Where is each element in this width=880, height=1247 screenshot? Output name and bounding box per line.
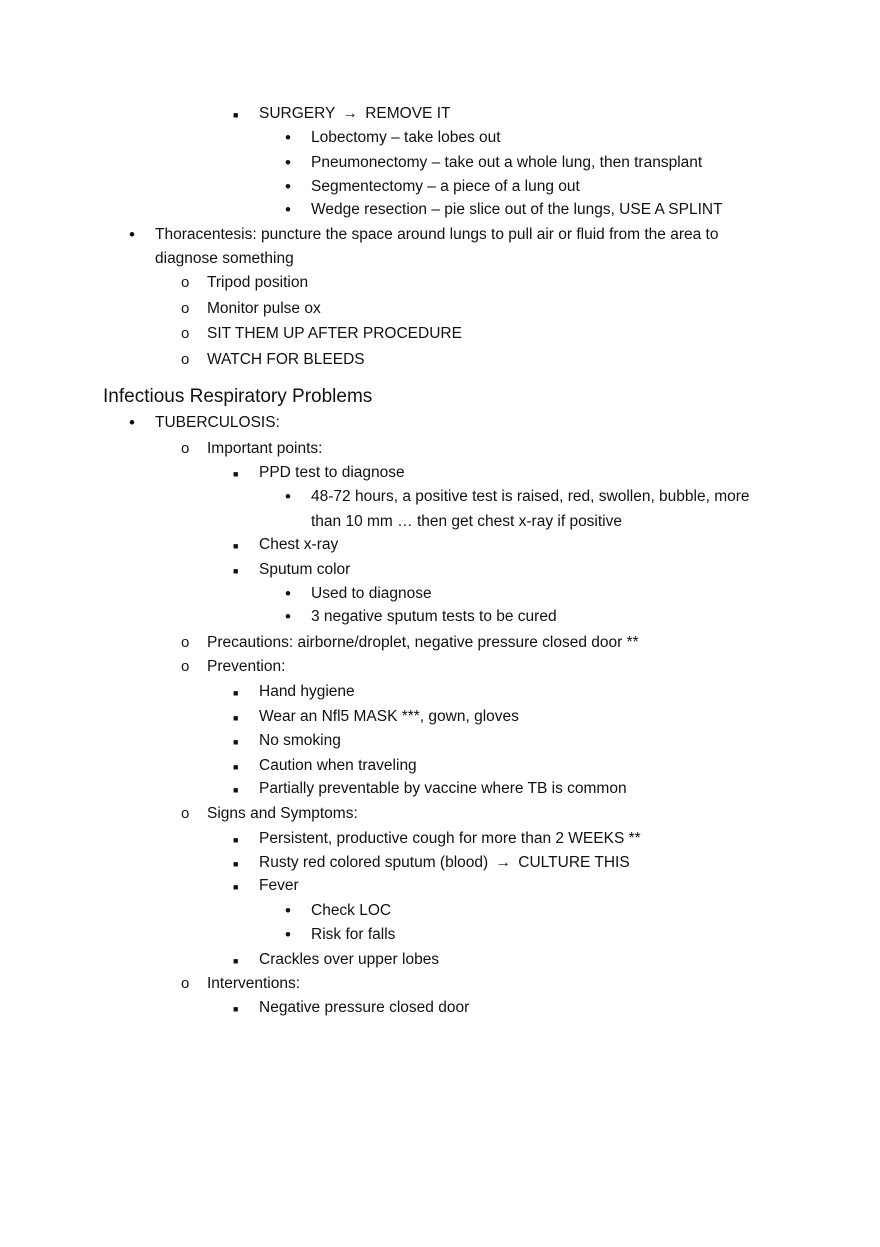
circle-bullet-icon: o — [181, 440, 190, 457]
thoracentesis-line-1: Thoracentesis: puncture the space around lungs to pull air or fluid from the area to — [155, 226, 719, 243]
tb-interventions: Interventions: — [207, 975, 301, 992]
list-item: Risk for falls — [311, 926, 396, 943]
tb-ppd: PPD test to diagnose — [259, 464, 405, 481]
square-bullet-icon: ■ — [233, 737, 239, 747]
right-arrow-icon: → — [342, 105, 358, 122]
square-bullet-icon: ■ — [233, 1004, 239, 1014]
circle-bullet-icon: o — [181, 634, 190, 651]
list-item: Pneumonectomy – take out a whole lung, then transplant — [311, 154, 703, 171]
tb-fever: Fever — [259, 877, 299, 894]
circle-bullet-icon: o — [181, 805, 190, 822]
square-bullet-icon: ■ — [233, 785, 239, 795]
square-bullet-icon: ■ — [233, 956, 239, 966]
disc-bullet-icon: • — [285, 901, 291, 920]
list-item: Hand hygiene — [259, 683, 355, 700]
disc-bullet-icon: • — [285, 200, 291, 219]
tb-crackles: Crackles over upper lobes — [259, 951, 440, 968]
tb-ppd-detail-1: 48-72 hours, a positive test is raised, red, swollen, bubble, more — [311, 488, 750, 505]
disc-bullet-icon: • — [285, 925, 291, 944]
circle-bullet-icon: o — [181, 975, 190, 992]
list-item: Used to diagnose — [311, 585, 432, 602]
right-arrow-icon: → — [495, 854, 511, 871]
circle-bullet-icon: o — [181, 274, 190, 291]
disc-bullet-icon: • — [285, 607, 291, 626]
surgery-remove-label: REMOVE IT — [365, 105, 451, 122]
square-bullet-icon: ■ — [233, 541, 239, 551]
square-bullet-icon: ■ — [233, 713, 239, 723]
square-bullet-icon: ■ — [233, 110, 239, 120]
thoracentesis-line-2: diagnose something — [155, 250, 294, 267]
disc-bullet-icon: • — [285, 128, 291, 147]
tb-signs: Signs and Symptoms: — [207, 805, 358, 822]
surgery-label: SURGERY — [259, 105, 336, 122]
tb-rusty-line — [259, 853, 630, 873]
list-item: Check LOC — [311, 902, 392, 919]
list-item: SIT THEM UP AFTER PROCEDURE — [207, 325, 462, 342]
list-item: Wedge resection – pie slice out of the lungs, USE A SPLINT — [311, 201, 723, 218]
tb-title: TUBERCULOSIS: — [155, 414, 280, 431]
square-bullet-icon: ■ — [233, 835, 239, 845]
list-item: WATCH FOR BLEEDS — [207, 351, 365, 368]
list-item: Partially preventable by vaccine where TB is common — [259, 780, 627, 797]
tb-ppd-detail-2: than 10 mm … then get chest x-ray if positive — [311, 513, 622, 530]
surgery-line — [259, 104, 450, 124]
circle-bullet-icon: o — [181, 300, 190, 317]
list-item: No smoking — [259, 732, 341, 749]
list-item: Segmentectomy – a piece of a lung out — [311, 178, 580, 195]
square-bullet-icon: ■ — [233, 859, 239, 869]
circle-bullet-icon: o — [181, 351, 190, 368]
disc-bullet-icon: • — [129, 413, 135, 432]
circle-bullet-icon: o — [181, 658, 190, 675]
list-item: Persistent, productive cough for more than 2 WEEKS ** — [259, 830, 641, 847]
list-item: Caution when traveling — [259, 757, 417, 774]
culture-label: CULTURE THIS — [518, 854, 630, 871]
tb-prevention: Prevention: — [207, 658, 286, 675]
square-bullet-icon: ■ — [233, 882, 239, 892]
disc-bullet-icon: • — [129, 225, 135, 244]
list-item: Monitor pulse ox — [207, 300, 321, 317]
square-bullet-icon: ■ — [233, 469, 239, 479]
disc-bullet-icon: • — [285, 153, 291, 172]
disc-bullet-icon: • — [285, 177, 291, 196]
circle-bullet-icon: o — [181, 325, 190, 342]
square-bullet-icon: ■ — [233, 762, 239, 772]
tb-chest-xray: Chest x-ray — [259, 536, 339, 553]
disc-bullet-icon: • — [285, 487, 291, 506]
list-item: 3 negative sputum tests to be cured — [311, 608, 557, 625]
list-item: Tripod position — [207, 274, 309, 291]
section-heading: Infectious Respiratory Problems — [103, 386, 373, 407]
square-bullet-icon: ■ — [233, 688, 239, 698]
list-item: Negative pressure closed door — [259, 999, 470, 1016]
tb-sputum-color: Sputum color — [259, 561, 351, 578]
tb-precautions: Precautions: airborne/droplet, negative pressure closed door ** — [207, 634, 639, 651]
list-item: Wear an Nfl5 MASK ***, gown, gloves — [259, 708, 519, 725]
tb-important-points: Important points: — [207, 440, 323, 457]
square-bullet-icon: ■ — [233, 566, 239, 576]
rusty-label: Rusty red colored sputum (blood) — [259, 854, 489, 871]
list-item: Lobectomy – take lobes out — [311, 129, 501, 146]
disc-bullet-icon: • — [285, 584, 291, 603]
